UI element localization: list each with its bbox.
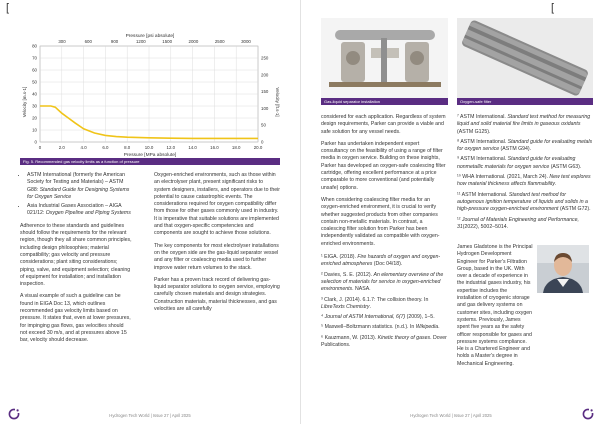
- y-tick-label: 60: [32, 67, 37, 73]
- reference-item: ¹ EIGA. (2018). Fire hazards of oxygen and oxygen-enriched atmospheres (Doc 04/18).: [321, 254, 441, 268]
- references-list-1: [321, 254, 448, 349]
- x-tick-label: 2.0: [58, 145, 65, 150]
- list-item: • ASTM International (formerly the American Society for Testing and Materials) – ASTM G88: Standard Guide for Designing Systems for Oxygen Service: [27, 172, 132, 201]
- x2-tick-label: 1500: [162, 39, 173, 44]
- x2-tick-label: 2000: [188, 39, 199, 44]
- y-tick-label: 40: [32, 91, 37, 97]
- body-paragraph: considered for each application. Regardless of system design requirements, Parker can provide a viable and safe solution for any vessel needs.: [321, 114, 446, 135]
- body-paragraph: Adherence to these standards and guidelines should follow the requirements for the relevant region, though they all share common principles, including design philosophies; material compatibility; gas velocity and pressure considerations; plant siting considerations; piping, valve, and equipment selection; cleaning of equipment for installation; and installation inspection.: [20, 222, 132, 288]
- left-axis-label: Velocity [m.s-1]: [22, 86, 27, 118]
- left-column-1: [20, 172, 132, 350]
- x2-tick-label: 1200: [135, 39, 146, 44]
- x-tick-label: 8.0: [124, 145, 131, 150]
- left-column-2: [154, 172, 280, 318]
- pressure-velocity-chart: [20, 30, 280, 158]
- references-list-2: [457, 114, 593, 231]
- page-footer: Hydrogen Tech World | Issue 27 | April 2025: [410, 413, 492, 418]
- x-tick-label: 12.0: [166, 145, 176, 150]
- y2-tick-label: 100: [261, 105, 269, 111]
- reference-item: ² Davies, S. E. (2012). An elementary overview of the selection of materials for service in oxygen-enriched environments. NASA.: [321, 271, 444, 293]
- reference-item: ¹² Journal of Materials Engineering and Performance, 31(2022), 5002–5014.: [457, 216, 579, 230]
- x2-tick-label: 900: [110, 39, 119, 44]
- y2-tick-label: 50: [261, 122, 266, 128]
- body-paragraph: Parker has a proven track record of delivering gas-liquid separator solutions to oxygen service, employing carefully chosen materials and design strategies. Construction materials, material thicknesses, and gas velocities are all carefully: [154, 276, 280, 313]
- reference-item: ¹¹ ASTM International. Standard test method for autogenous ignition temperature of liquids and solids in a high-pressure oxygen-enriched environment (ASTM G72).: [457, 191, 591, 213]
- x-tick-label: 14.0: [188, 145, 197, 150]
- reference-item: ⁹ ASTM International. Standard guide for evaluating nonmetallic materials for oxygen service (ASTM G63).: [457, 156, 582, 170]
- separator-photo-caption: Gas-liquid separator installation: [321, 98, 448, 105]
- y2-tick-label: 250: [261, 55, 269, 61]
- filter-photo-caption: Oxygen-safe filter: [457, 98, 593, 105]
- x-tick-label: 20.0: [253, 145, 263, 150]
- x2-tick-label: 300: [58, 39, 66, 44]
- x-tick-label: 16.0: [210, 145, 219, 150]
- y-tick-label: 80: [32, 43, 37, 49]
- reference-item: ¹⁰ WHA International. (2021, March 24). New test explores how material thickness affects flammability.: [457, 174, 591, 188]
- reference-item: ⁷ ASTM International. Standard test method for measuring liquid and solid material fire limits in gaseous oxidants (ASTM G125).: [457, 114, 591, 135]
- x-tick-label: 18.0: [231, 145, 241, 150]
- right-column-2: [457, 114, 593, 234]
- page-footer: Hydrogen Tech World | Issue 27 | April 2025: [109, 413, 191, 418]
- author-portrait: [537, 245, 589, 293]
- y-tick-label: 50: [32, 79, 37, 85]
- top-axis-label: Pressure [psi absolute]: [125, 34, 175, 39]
- y-tick-label: 70: [32, 55, 37, 61]
- reference-item: ⁴ Journal of ASTM International, 6(7) (2009), 1–5.: [321, 314, 435, 321]
- y2-tick-label: 200: [261, 72, 269, 78]
- filter-photo: [457, 18, 593, 98]
- author-bio: James Gladstone is the Principal Hydrogen Development Engineer for Parker's Filtration Group, based in the UK. With over a decade of experience in the industrial gases industry, his expertise includes the installation of cryogenic storage and gas delivery systems on customer sites, including oxygen systems. Previously, James spent five years as the safety officer responsible for gases and pressure systems compliance. He is a Chartered Engineer and holds a Master's degree in Mechanical Engineering.: [457, 244, 533, 367]
- y-tick-label: 20: [32, 115, 37, 121]
- body-paragraph: Oxygen-enriched environments, such as those within an electrolyser plant, present significant risks to system designers, installers, and operators due to their potential to cause catastrophic events. The considerations required for oxygen compatibility differ from those for other gases commonly used in industry. It is imperative that suitable solutions are implemented and that oxygen-specific competencies and components are sought to achieve those solutions.: [154, 172, 281, 237]
- x2-tick-label: 600: [84, 39, 92, 44]
- x2-tick-label: 3000: [241, 39, 251, 44]
- y-tick-label: 10: [32, 127, 37, 133]
- right-column-1: [321, 114, 448, 352]
- x-tick-label: 10.0: [144, 145, 154, 150]
- page-bracket: [: [6, 2, 10, 14]
- y-tick-label: 0: [34, 139, 37, 145]
- body-paragraph: Parker has undertaken independent expert consultancy on the feasibility of using a range of filter media in oxygen service. Building on these insights, Parker has developed an oxygen-safe coalescing filter cartridge, offering excellent performance at a price comparable to more conventional (and potentially unsafe) options.: [321, 140, 446, 191]
- reference-item: ³ Clark, J. (2014). 6.1.7: The collision theory. In LibreTexts Chemistry.: [321, 296, 429, 310]
- reference-item: ⁵ Maxwell–Boltzmann statistics. (n.d.). In Wikipedia.: [321, 324, 440, 331]
- right-page: [300, 0, 600, 424]
- list-item: • Asia Industrial Gases Association – AIGA 021/12: Oxygen Pipeline and Piping Systems: [27, 203, 132, 218]
- x-tick-label: 0: [38, 145, 42, 150]
- x-tick-label: 4.0: [80, 145, 87, 150]
- x2-tick-label: 2500: [214, 39, 225, 44]
- standards-list: [27, 172, 132, 218]
- right-axis-label: Velocity [ft.s-1]: [275, 87, 280, 117]
- magazine-logo-icon: [582, 408, 594, 420]
- reference-item: ⁸ ASTM International. Standard guide for evaluating metals for oxygen service (ASTM G94).: [457, 138, 593, 153]
- page-bracket: [: [550, 2, 554, 14]
- body-paragraph: The key components for most electrolyser installations on the oxygen side are the gas-liquid separator vessel and any filter or coalescing media used to further improve water return volumes to the stack.: [154, 242, 279, 271]
- bottom-axis-label: Pressure [MPa absolute]: [123, 153, 177, 158]
- separator-photo: [321, 18, 448, 98]
- body-paragraph: A visual example of such a guideline can be found in EIGA Doc 13, which outlines recommended gas velocity limits based on pressure. It states that, even at lower pressures, for impinging gas flows, gas velocities should not exceed 30 m/s, and at pressures above 15 bar, velocity should decrease.: [20, 293, 131, 344]
- y2-tick-label: 150: [261, 89, 269, 95]
- y-tick-label: 30: [32, 103, 37, 109]
- reference-item: ⁶ Kauzmann, W. (2013). Kinetic theory of gases. Dover Publications.: [321, 334, 447, 349]
- body-paragraph: When considering coalescing filter media for an oxygen-enriched environment, it is crucial to verify whether suggested products from other companies contain non-metallic materials. In contrast, a coalescing filter solution from Parker has been independently validated as compatible with oxygen-enriched environments.: [321, 196, 440, 247]
- y2-tick-label: 0: [261, 139, 264, 145]
- figure-caption: Fig. 5. Recommended gas velocity limits as a function of pressure: [20, 158, 280, 165]
- x-tick-label: 6.0: [102, 145, 109, 150]
